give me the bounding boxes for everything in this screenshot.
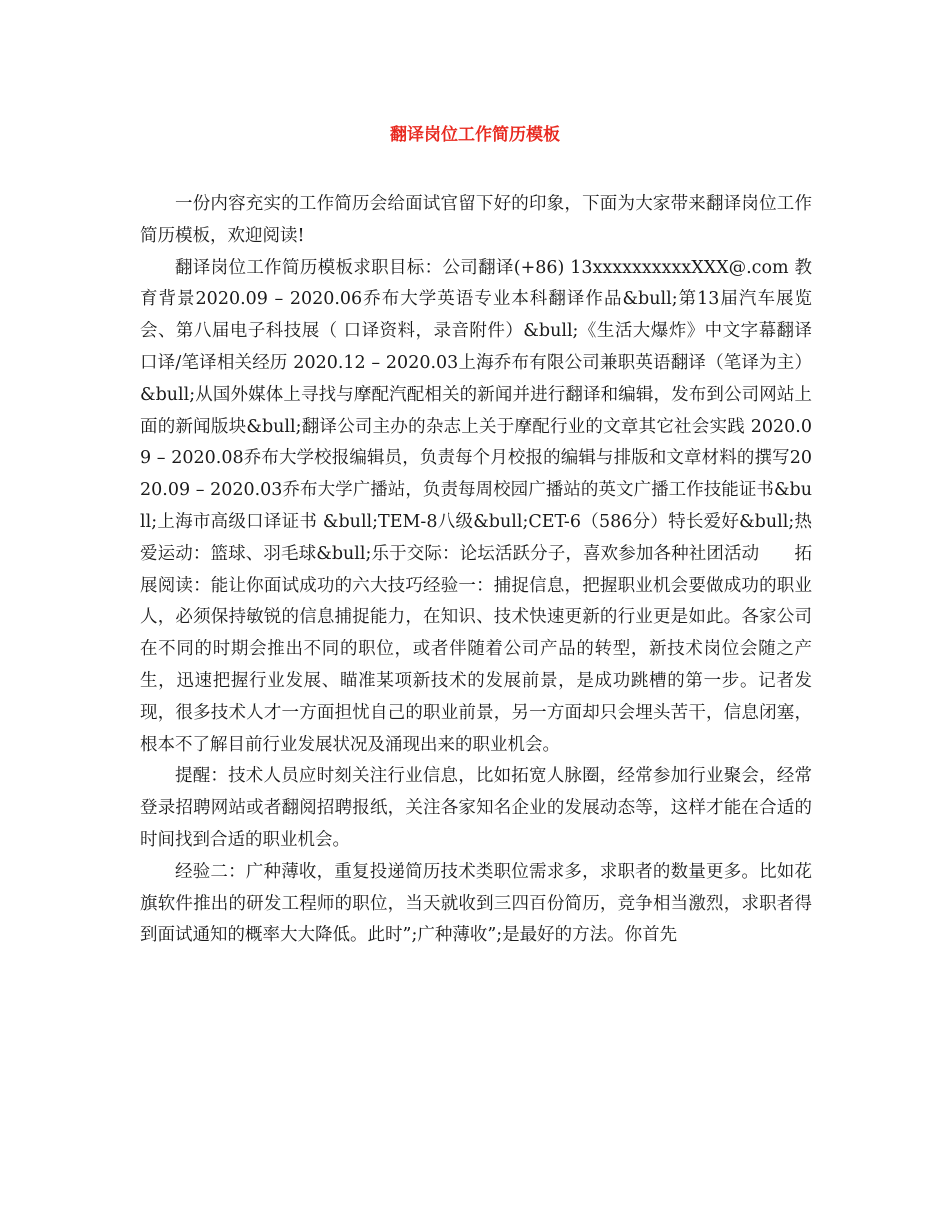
document-body [140, 189, 812, 952]
paragraph-resume: 翻译岗位工作简历模板求职目标：公司翻译(+86) 13xxxxxxxxxxXXX@.com 教育背景2020.09 – 2020.06乔布大学英语专业本科翻译作品&bull;第13届汽车展览会、第八届电子科技展（ 口译资料，录音附件）&bull;《生活大爆炸》中文字幕翻译口译/笔译相关经历 2020.12 – 2020.03上海乔布有限公司兼职英语翻译（笔译为主）&bull;从国外媒体上寻找与摩配汽配相关的新闻并进行翻译和编辑，发布到公司网站上面的新闻版块&bull;翻译公司主办的杂志上关于摩配行业的文章其它社会实践 2020.09 – 2020.08乔布大学校报编辑员，负责每个月校报的编辑与排版和文章材料的撰写2020.09 – 2020.03乔布大学广播站，负责每周校园广播站的英文广播工作技能证书&bull;上海市高级口译证书 &bull;TEM-8八级&bull;CET-6（586分）特长爱好&bull;热爱运动：篮球、羽毛球&bull;乐于交际：论坛活跃分子，喜欢参加各种社团活动 拓展阅读：能让你面试成功的六大技巧经验一：捕捉信息，把握职业机会要做成功的职业人，必须保持敏锐的信息捕捉能力，在知识、技术快速更新的行业更是如此。各家公司在不同的时期会推出不同的职位，或者伴随着公司产品的转型，新技术岗位会随之产生，迅速把握行业发展、瞄准某项新技术的发展前景，是成功跳槽的第一步。记者发现，很多技术人才一方面担忧自己的职业前景，另一方面却只会埋头苦干，信息闭塞，根本不了解目前行业发展状况及涌现出来的职业机会。 [140, 257, 812, 755]
paragraph-intro: 一份内容充实的工作简历会给面试官留下好的印象，下面为大家带来翻译岗位工作简历模板，欢迎阅读! [140, 194, 812, 246]
document-title: 翻译岗位工作简历模板 [390, 125, 560, 145]
paragraph-experience-two: 经验二：广种薄收，重复投递简历技术类职位需求多，求职者的数量更多。比如花旗软件推出的研发工程师的职位，当天就收到三四百份简历，竞争相当激烈，求职者得到面试通知的概率大大降低。此时”;广种薄收”;是最好的方法。你首先 [140, 861, 812, 946]
paragraph-reminder: 提醒：技术人员应时刻关注行业信息，比如拓宽人脉圈，经常参加行业聚会，经常登录招聘网站或者翻阅招聘报纸，关注各家知名企业的发展动态等，这样才能在合适的时间找到合适的职业机会。 [140, 766, 812, 850]
